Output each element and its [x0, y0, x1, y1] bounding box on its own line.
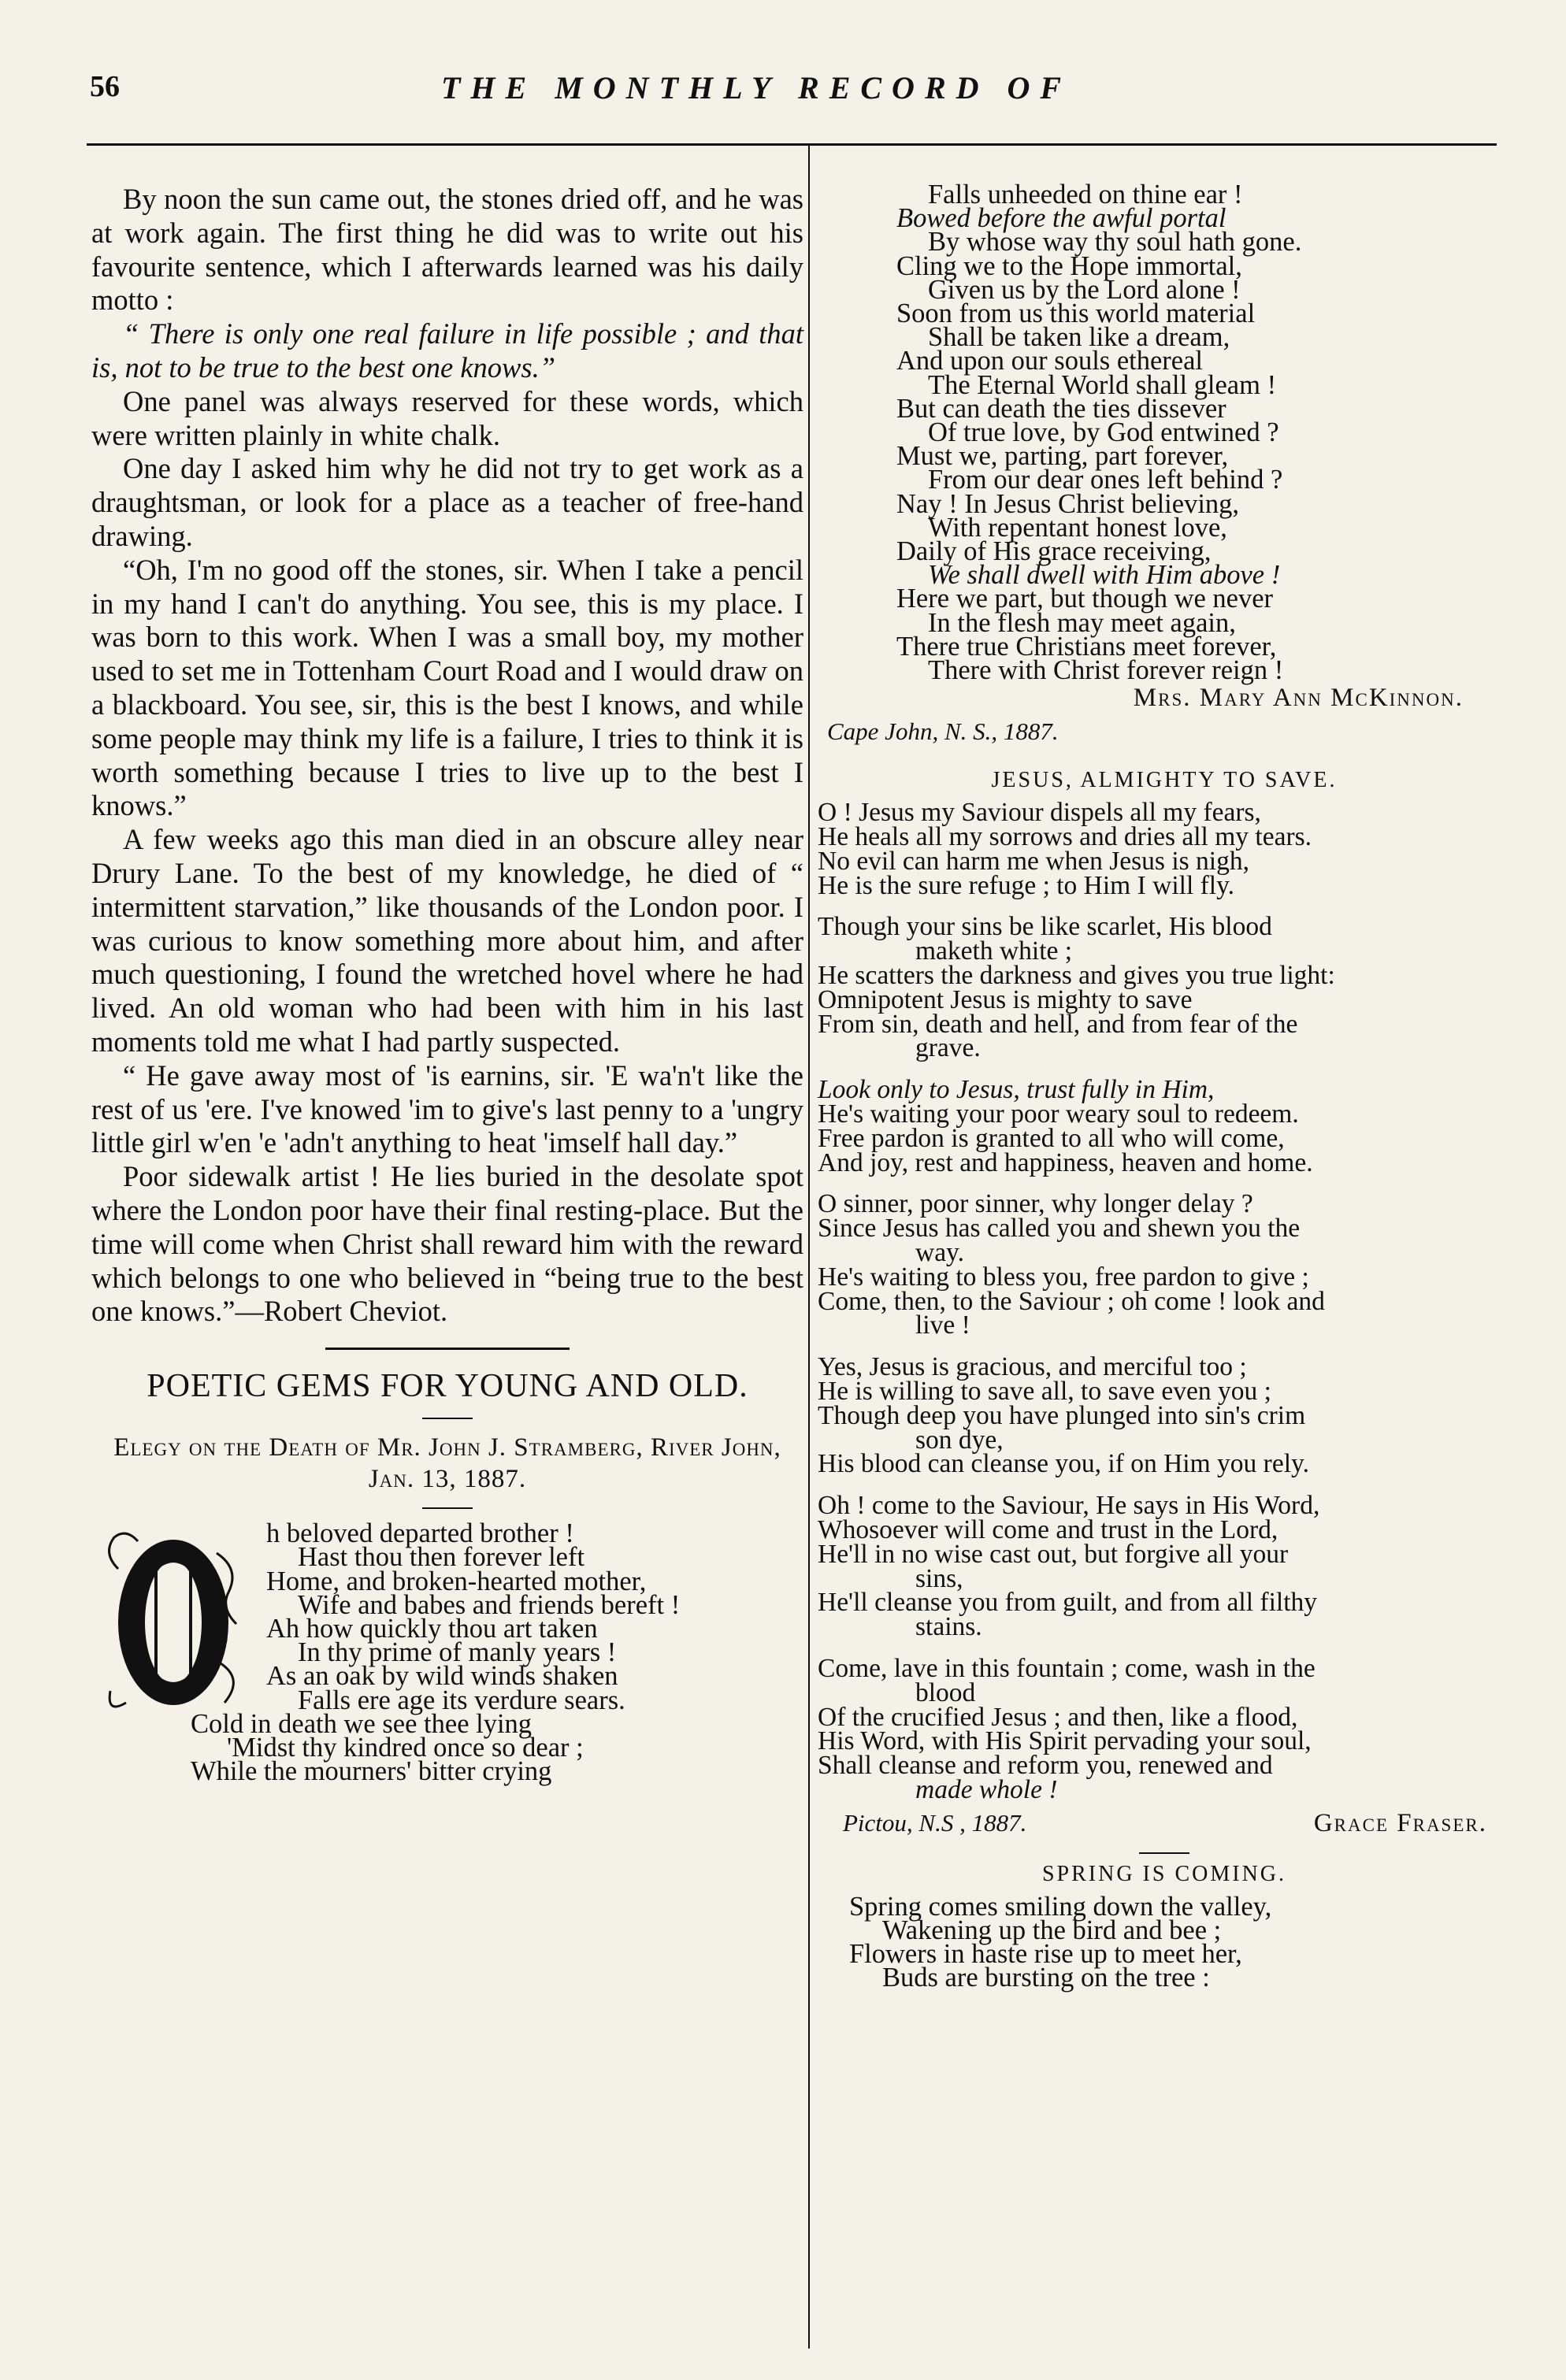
- poem-line: He's waiting your poor weary soul to redeem.: [818, 1099, 1299, 1129]
- poem-line: Given us by the Lord alone !: [928, 274, 1241, 305]
- poem-line: And joy, rest and happiness, heaven and home.: [818, 1147, 1313, 1177]
- poem-line: Spring comes smiling down the valley,: [849, 1891, 1272, 1922]
- poem-line: Nay ! In Jesus Christ believing,: [896, 488, 1240, 519]
- stanza: [818, 1653, 1511, 1804]
- right-column: [818, 180, 1511, 1993]
- poem-line: maketh white ;: [915, 936, 1073, 966]
- hymn-poem: [818, 798, 1511, 1804]
- poem-line: The Eternal World shall gleam !: [928, 369, 1277, 400]
- poem-line: sins,: [915, 1563, 963, 1593]
- poem-line: No evil can harm me when Jesus is nigh,: [818, 846, 1249, 876]
- paragraph: One panel was always reserved for these words, which were written plainly in white chalk.: [91, 384, 803, 451]
- poem-line: In thy prime of manly years !: [298, 1637, 617, 1668]
- poem-line: Falls ere age its verdure sears.: [298, 1685, 625, 1715]
- poem-line: O sinner, poor sinner, why longer delay ?: [818, 1189, 1253, 1219]
- left-column: [91, 183, 803, 1787]
- elegy-place-date: Cape John, N. S., 1887.: [827, 717, 1059, 746]
- article-body: [91, 183, 803, 1329]
- poem-line: Cold in death we see thee lying: [191, 1708, 533, 1739]
- poem-line: Shall cleanse and reform you, renewed and: [818, 1751, 1273, 1781]
- poem-line: Oh ! come to the Saviour, He says in His Word,: [818, 1491, 1320, 1521]
- stanza: [818, 1352, 1511, 1479]
- poem-line: Must we, parting, part forever,: [896, 441, 1229, 472]
- section-heading: POETIC GEMS FOR YOUNG AND OLD.: [147, 1368, 748, 1405]
- paragraph: Poor sidewalk artist ! He lies buried in the desolate spot where the London poor have their final resting-place. But the time will come when Christ shall reward him with the reward which belongs to one who believed in “being true to the best one knows.”—Robert Cheviot.: [91, 1160, 803, 1328]
- poem-line: We shall dwell with Him above !: [928, 560, 1281, 591]
- poem-line: He's waiting to bless you, free pardon to give ;: [818, 1262, 1309, 1292]
- poem-line: He is the sure refuge ; to Him I will fly.: [818, 870, 1235, 900]
- poem-line: made whole !: [915, 1774, 1058, 1804]
- poem-line: Though deep you have plunged into sin's crim: [818, 1400, 1306, 1430]
- poem-line: 'Midst thy kindred once so dear ;: [227, 1732, 584, 1763]
- heading-rule: [422, 1418, 473, 1419]
- stanza: [818, 912, 1511, 1063]
- hymn-place-date: Pictou, N.S , 1887.: [843, 1808, 1027, 1837]
- poem-line: Bowed before the awful portal: [896, 203, 1226, 234]
- paragraph: “ He gave away most of 'is earnins, sir. 'E wa'n't like the rest of us 'ere. I've knowed 'im to give's last penny to a 'ungry little girl w'en 'e 'adn't anything to heat 'imself hall day.”: [91, 1058, 803, 1159]
- poem-line: There with Christ forever reign !: [928, 655, 1284, 686]
- poem-line: stains.: [915, 1612, 982, 1642]
- poem-line: live !: [915, 1310, 970, 1340]
- poem-line: O ! Jesus my Saviour dispels all my fears,: [818, 798, 1261, 828]
- elegy-continued: [818, 180, 1511, 686]
- poem-line: He scatters the darkness and gives you true light:: [818, 961, 1335, 991]
- poem-line: way.: [915, 1238, 965, 1268]
- poem-line: Omnipotent Jesus is mighty to save: [818, 984, 1193, 1014]
- paragraph: A few weeks ago this man died in an obscure alley near Drury Lane. To the best of my knowledge, he died of “ intermittent starvation,” like thousands of the London poor. I was curious to know something more about him, and after much questioning, I found the wretched hovel where he had lived. An old woman who had been with him in his last moments told me what I had partly suspected.: [91, 823, 803, 1058]
- poem-line: From our dear ones left behind ?: [928, 465, 1283, 495]
- poem-line: Cling we to the Hope immortal,: [896, 250, 1242, 281]
- poem-line: Free pardon is granted to all who will come,: [818, 1123, 1285, 1153]
- poem-line: Though your sins be like scarlet, His blood: [818, 912, 1272, 942]
- poem-line: There true Christians meet forever,: [896, 631, 1277, 662]
- paragraph: One day I asked him why he did not try to get work as a draughtsman, or look for a place as a teacher of free-hand drawing.: [91, 452, 803, 552]
- poem-line: By whose way thy soul hath gone.: [928, 227, 1302, 258]
- poem-divider: [1139, 1852, 1189, 1854]
- motto-quote: “ There is only one real failure in life possible ; and that is, not to be true to the best one knows.”: [91, 317, 803, 384]
- running-title: THE MONTHLY RECORD OF: [441, 70, 1072, 106]
- poem-line: Flowers in haste rise up to meet her,: [849, 1939, 1242, 1970]
- poem-line: Of the crucified Jesus ; and then, like a flood,: [818, 1702, 1298, 1732]
- poem-line: Wakening up the bird and bee ;: [882, 1915, 1222, 1945]
- hymn-title: JESUS, ALMIGHTY TO SAVE.: [991, 768, 1338, 793]
- stanza: [818, 798, 1511, 900]
- poem-line: Look only to Jesus, trust fully in Him,: [818, 1075, 1215, 1105]
- poem-line: Wife and babes and friends bereft !: [298, 1589, 681, 1620]
- page-number: 56: [90, 70, 120, 103]
- poem-line: He'll cleanse you from guilt, and from all filthy: [818, 1588, 1317, 1618]
- spring-title: SPRING IS COMING.: [1041, 1861, 1287, 1886]
- title-rule: [422, 1507, 473, 1509]
- poem-line: In the flesh may meet again,: [928, 607, 1236, 638]
- poem-line: But can death the ties dissever: [896, 393, 1226, 424]
- poem-line: His Word, with His Spirit pervading your soul,: [818, 1726, 1312, 1756]
- poem-line: He heals all my sorrows and dries all my tears.: [818, 822, 1312, 852]
- poem-line: grave.: [915, 1033, 981, 1063]
- poem-line: As an oak by wild winds shaken: [266, 1661, 618, 1692]
- poem-line: Since Jesus has called you and shewn you the: [818, 1214, 1301, 1244]
- poem-line: Soon from us this world material: [896, 298, 1256, 329]
- poem-line: son dye,: [915, 1425, 1004, 1455]
- poem-line: Here we part, but though we never: [896, 584, 1274, 614]
- elegy-poem: [91, 1518, 803, 1787]
- poem-line: While the mourners' bitter crying: [191, 1756, 552, 1787]
- poem-line: blood: [915, 1677, 976, 1707]
- poem-line: Of true love, by God entwined ?: [928, 417, 1279, 448]
- paragraph: By noon the sun came out, the stones dried off, and he was at work again. The first thing he did was to write out his favourite sentence, which I afterwards learned was his daily motto :: [91, 183, 803, 317]
- poem-line: Whosoever will come and trust in the Lord,: [818, 1514, 1278, 1544]
- spring-poem: [818, 1891, 1511, 1993]
- stanza: [818, 1491, 1511, 1642]
- poem-line: From sin, death and hell, and from fear of the: [818, 1009, 1298, 1039]
- paragraph: “Oh, I'm no good off the stones, sir. When I take a pencil in my hand I can't do anything. You see, this is my place. I was born to this work. When I was a small boy, my mother used to set me in Tottenham Court Road and I would draw on a blackboard. You see, sir, this is the best I knows, and while some people may think my life is a failure, I tries to think it is worth something because I tries to live up to the best I knows.”: [91, 553, 803, 822]
- section-divider: [325, 1348, 570, 1350]
- hymn-author: Grace Fraser.: [1313, 1808, 1487, 1837]
- stanza: [818, 1075, 1511, 1177]
- poem-line: With repentant honest love,: [928, 512, 1227, 543]
- poem-line: Buds are bursting on the tree :: [882, 1963, 1210, 1993]
- poem-line: Shall be taken like a dream,: [928, 322, 1230, 353]
- column-divider: [808, 143, 810, 2348]
- poem-line: Come, then, to the Saviour ; oh come ! look and: [818, 1286, 1325, 1316]
- elegy-signature: Mrs. Mary Ann McKinnon.: [1133, 684, 1464, 713]
- poem-line: And upon our souls ethereal: [896, 346, 1204, 376]
- elegy-title: Elegy on the Death of Mr. John J. Stramberg, River John, Jan. 13, 1887.: [113, 1433, 781, 1494]
- poem-line: Falls unheeded on thine ear !: [928, 180, 1243, 209]
- poem-line: h beloved departed brother !: [266, 1518, 574, 1549]
- header-rule: [87, 143, 1497, 146]
- poem-line: He'll in no wise cast out, but forgive all your: [818, 1539, 1289, 1569]
- poem-line: His blood can cleanse you, if on Him you rely.: [818, 1449, 1309, 1479]
- poem-line: Daily of His grace receiving,: [896, 536, 1212, 567]
- poem-line: He is willing to save all, to save even you ;: [818, 1377, 1271, 1406]
- stanza: [818, 1189, 1511, 1340]
- ornamental-o-dropcap-icon: [95, 1522, 252, 1726]
- poem-line: Home, and broken-hearted mother,: [266, 1566, 647, 1596]
- poem-line: Ah how quickly thou art taken: [266, 1613, 598, 1644]
- hymn-attribution: [818, 1809, 1511, 1838]
- poem-line: Come, lave in this fountain ; come, wash in the: [818, 1653, 1316, 1683]
- poem-line: Hast thou then forever left: [298, 1542, 585, 1573]
- poem-line: Yes, Jesus is gracious, and merciful too ;: [818, 1352, 1247, 1382]
